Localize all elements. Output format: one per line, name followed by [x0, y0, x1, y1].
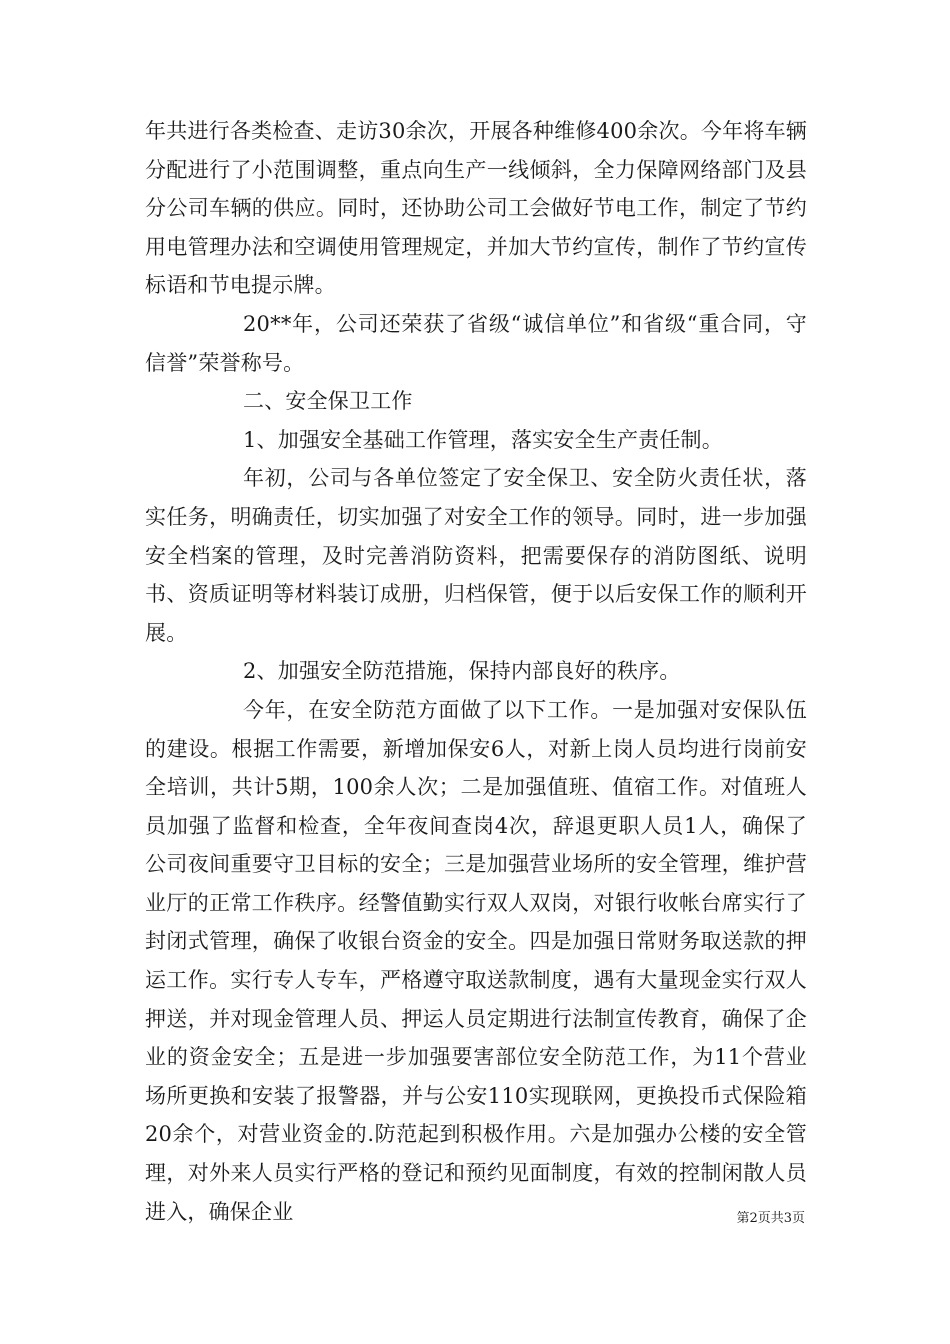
- subheading-safety-measures: 2、加强安全防范措施，保持内部良好的秩序。: [243, 659, 681, 684]
- document-body: [145, 112, 807, 1231]
- paragraph-security-work: 今年，在安全防范方面做了以下工作。一是加强对安保队伍的建设。根据工作需要，新增加保安6人，对新上岗人员均进行岗前安全培训，共计5期，100余人次；二是加强值班、值宿工作。对值班人员加强了监督和检查，全年夜间查岗4次，辞退更职人员1人，确保了公司夜间重要守卫目标的安全；三是加强营业场所的安全管理，维护营业厅的正常工作秩序。经警值勤实行双人双岗，对银行收帐台席实行了封闭式管理，确保了收银台资金的安全。四是加强日常财务取送款的押运工作。实行专人专车，严格遵守取送款制度，遇有大量现金实行双人押送，并对现金管理人员、押运人员定期进行法制宣传教育，确保了企业的资金安全；五是进一步加强要害部位安全防范工作，为11个营业场所更换和安装了报警器，并与公安110实现联网，更换投币式保险箱20余个，对营业资金的.防范起到积极作用。六是加强办公楼的安全管理，对外来人员实行严格的登记和预约见面制度，有效的控制闲散人员进入，确保企业: [145, 697, 807, 1224]
- subheading-safety-foundation: 1、加强安全基础工作管理，落实安全生产责任制。: [243, 427, 723, 452]
- paragraph-maintenance: 年共进行各类检查、走访30余次，开展各种维修400余次。今年将车辆分配进行了小范围调整，重点向生产一线倾斜，全力保障网络部门及县分公司车辆的供应。同时，还协助公司工会做好节电工作，制定了节约用电管理办法和空调使用管理规定，并加大节约宣传，制作了节约宣传标语和节电提示牌。: [145, 119, 807, 298]
- paragraph-honor: 20**年，公司还荣获了省级“诚信单位”和省级“重合同，守信誉”荣誉称号。: [145, 311, 807, 375]
- paragraph-responsibility: 年初，公司与各单位签定了安全保卫、安全防火责任状，落实任务，明确责任，切实加强了对安全工作的领导。同时，进一步加强安全档案的管理，及时完善消防资料，把需要保存的消防图纸、说明书、资质证明等材料装订成册，归档保管，便于以后安保工作的顺利开展。: [145, 466, 807, 645]
- section-heading-security: 二、安全保卫工作: [243, 389, 413, 414]
- page-number: 第2页共3页: [736, 1211, 805, 1226]
